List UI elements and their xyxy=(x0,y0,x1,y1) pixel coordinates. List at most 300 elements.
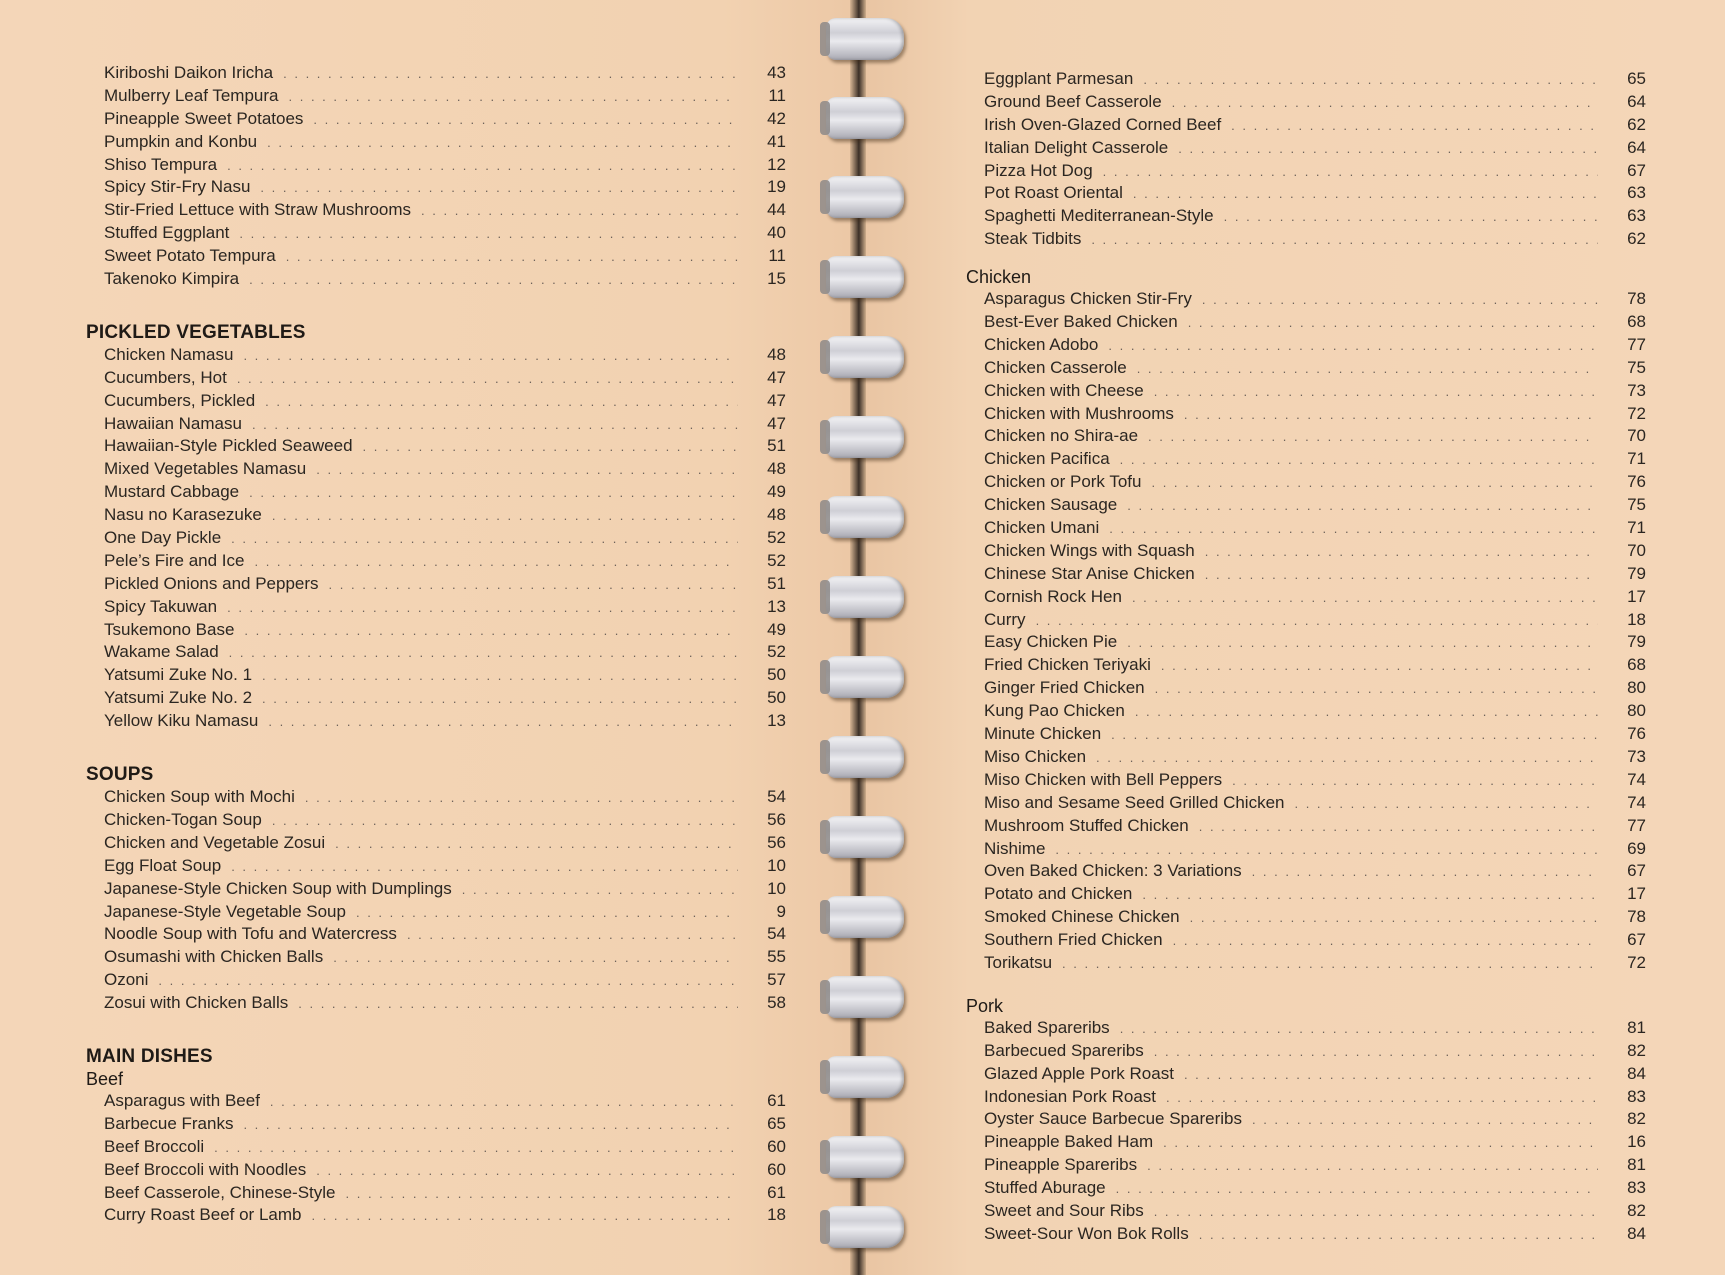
dot-leader xyxy=(1154,1041,1598,1064)
recipe-title: Mustard Cabbage xyxy=(104,482,240,502)
page-number: 61 xyxy=(767,1182,786,1202)
recipe-title: Chicken Umani xyxy=(984,518,1100,538)
page-number: 79 xyxy=(1627,632,1646,652)
page-number: 65 xyxy=(767,1113,786,1133)
binding-ring xyxy=(826,896,904,938)
page-number: 76 xyxy=(1627,724,1646,744)
index-entry xyxy=(966,448,1646,471)
index-entry xyxy=(966,677,1646,700)
recipe-title: Italian Delight Casserole xyxy=(984,137,1169,157)
index-entry xyxy=(966,137,1646,160)
entry-list xyxy=(966,68,1646,251)
index-entry xyxy=(966,540,1646,563)
dot-leader xyxy=(421,200,738,223)
index-entry xyxy=(966,205,1646,228)
dot-leader xyxy=(1148,426,1598,449)
page-number: 15 xyxy=(767,269,786,289)
dot-leader xyxy=(1252,861,1598,884)
recipe-title: Curry Roast Beef or Lamb xyxy=(104,1205,302,1225)
index-entry xyxy=(86,344,786,367)
recipe-title: Pickled Onions and Peppers xyxy=(104,573,319,593)
page-number: 63 xyxy=(1627,206,1646,226)
dot-leader xyxy=(272,810,738,833)
recipe-title: Yellow Kiku Namasu xyxy=(104,711,259,731)
pickled-vegetables-section xyxy=(86,321,786,733)
index-entry xyxy=(86,596,786,619)
page-number: 13 xyxy=(767,596,786,616)
index-entry xyxy=(966,586,1646,609)
binding-ring xyxy=(826,97,904,139)
page-number: 79 xyxy=(1627,563,1646,583)
index-entry xyxy=(86,131,786,154)
recipe-title: Shiso Tempura xyxy=(104,154,218,174)
page-number: 65 xyxy=(1627,69,1646,88)
index-entry xyxy=(966,403,1646,426)
recipe-title: Cucumbers, Pickled xyxy=(104,390,256,410)
dot-leader xyxy=(407,924,738,947)
page-number: 55 xyxy=(767,947,786,967)
page-number: 56 xyxy=(767,832,786,852)
page-number: 71 xyxy=(1627,449,1646,469)
page-number: 82 xyxy=(1627,1200,1646,1220)
entry-list xyxy=(86,344,786,733)
dot-leader xyxy=(305,787,738,810)
recipe-title: Chicken-Togan Soup xyxy=(104,809,262,829)
dot-leader xyxy=(1135,701,1598,724)
page-number: 67 xyxy=(1627,930,1646,950)
page-number: 81 xyxy=(1627,1017,1646,1037)
page-number: 70 xyxy=(1627,426,1646,446)
dot-leader xyxy=(1188,312,1598,335)
page-number: 78 xyxy=(1627,289,1646,309)
dot-leader xyxy=(1096,747,1598,770)
index-entry xyxy=(966,952,1646,975)
dot-leader xyxy=(311,1205,738,1228)
recipe-title: Oven Baked Chicken: 3 Variations xyxy=(984,861,1242,881)
recipe-title: Steak Tidbits xyxy=(984,229,1082,249)
dot-leader xyxy=(243,1114,738,1137)
page-number: 62 xyxy=(1627,114,1646,134)
recipe-title: Chinese Star Anise Chicken xyxy=(984,563,1195,583)
index-entry xyxy=(86,550,786,573)
page-number: 51 xyxy=(767,436,786,456)
recipe-title: Ginger Fried Chicken xyxy=(984,678,1145,698)
page-number: 74 xyxy=(1627,769,1646,789)
index-entry xyxy=(86,855,786,878)
recipe-title: Best-Ever Baked Chicken xyxy=(984,312,1178,332)
recipe-title: Hawaiian-Style Pickled Seaweed xyxy=(104,436,353,456)
dot-leader xyxy=(254,551,738,574)
index-entry xyxy=(966,883,1646,906)
right-index-column xyxy=(966,68,1646,1246)
index-entry xyxy=(86,504,786,527)
left-index-column xyxy=(86,62,786,1227)
dot-leader xyxy=(1199,816,1598,839)
dot-leader xyxy=(214,1137,738,1160)
index-entry xyxy=(86,481,786,504)
dot-leader xyxy=(1252,1109,1598,1132)
recipe-title: Chicken Namasu xyxy=(104,344,234,364)
index-entry xyxy=(966,906,1646,929)
recipe-title: Chicken no Shira-ae xyxy=(984,426,1139,446)
dot-leader xyxy=(316,1160,738,1183)
dot-leader xyxy=(1232,770,1598,793)
page-number: 12 xyxy=(767,154,786,174)
index-entry xyxy=(966,1108,1646,1131)
dot-leader xyxy=(268,711,738,734)
index-entry xyxy=(966,1223,1646,1246)
index-entry xyxy=(86,687,786,710)
recipe-title: Pineapple Spareribs xyxy=(984,1155,1138,1175)
recipe-title: Nishime xyxy=(984,838,1046,858)
page-number: 48 xyxy=(767,344,786,364)
index-entry xyxy=(86,1113,786,1136)
page-number: 9 xyxy=(776,901,786,921)
index-entry xyxy=(86,992,786,1015)
index-entry xyxy=(966,1086,1646,1109)
index-entry xyxy=(86,245,786,268)
page-number: 68 xyxy=(1627,312,1646,332)
page-number: 54 xyxy=(767,924,786,944)
page-number: 72 xyxy=(1627,952,1646,972)
dot-leader xyxy=(298,993,738,1016)
page-number: 51 xyxy=(767,573,786,593)
dot-leader xyxy=(1062,953,1598,976)
dot-leader xyxy=(356,902,738,925)
recipe-title: Smoked Chinese Chicken xyxy=(984,907,1180,927)
dot-leader xyxy=(1127,632,1598,655)
recipe-title: Chicken and Vegetable Zosui xyxy=(104,832,326,852)
dot-leader xyxy=(1111,724,1598,747)
index-entry xyxy=(86,664,786,687)
index-entry xyxy=(966,334,1646,357)
index-entry xyxy=(966,68,1646,91)
page-number: 17 xyxy=(1627,586,1646,606)
recipe-title: Chicken Adobo xyxy=(984,334,1099,354)
index-entry xyxy=(966,517,1646,540)
dot-leader xyxy=(262,665,738,688)
page-number: 16 xyxy=(1627,1132,1646,1152)
pork-section xyxy=(966,995,1646,1246)
dot-leader xyxy=(1154,381,1598,404)
recipe-title: Sweet Potato Tempura xyxy=(104,246,276,266)
page-number: 80 xyxy=(1627,701,1646,721)
dot-leader xyxy=(231,528,738,551)
page-number: 83 xyxy=(1627,1086,1646,1106)
dot-leader xyxy=(1190,907,1598,930)
index-entry xyxy=(86,1204,786,1227)
page-number: 81 xyxy=(1627,1155,1646,1175)
index-entry xyxy=(86,619,786,642)
dot-leader xyxy=(1172,92,1598,115)
index-entry xyxy=(966,1063,1646,1086)
page-number: 48 xyxy=(767,459,786,479)
page-number: 78 xyxy=(1627,907,1646,927)
binding-ring xyxy=(826,816,904,858)
recipe-title: Spaghetti Mediterranean-Style xyxy=(984,206,1214,226)
page-number: 61 xyxy=(767,1090,786,1110)
dot-leader xyxy=(1133,183,1598,206)
recipe-title: Minute Chicken xyxy=(984,724,1102,744)
dot-leader xyxy=(227,155,738,178)
page-number: 18 xyxy=(767,1205,786,1225)
dot-leader xyxy=(267,132,738,155)
page-number: 50 xyxy=(767,688,786,708)
page-number: 77 xyxy=(1627,334,1646,354)
page-number: 11 xyxy=(768,85,786,105)
dot-leader xyxy=(1132,587,1598,610)
page-number: 60 xyxy=(767,1159,786,1179)
dot-leader xyxy=(1143,69,1598,92)
recipe-title: Tsukemono Base xyxy=(104,619,235,639)
page-number: 50 xyxy=(767,665,786,685)
page-number: 84 xyxy=(1627,1223,1646,1243)
entry-list xyxy=(86,1090,786,1227)
subsection-heading: Pork xyxy=(966,995,1004,1016)
index-entry xyxy=(86,878,786,901)
recipe-title: Pumpkin and Konbu xyxy=(104,131,258,151)
section-heading: SOUPS xyxy=(86,764,154,786)
index-entry xyxy=(966,114,1646,137)
dot-leader xyxy=(227,597,738,620)
page-number: 49 xyxy=(767,619,786,639)
entry-list xyxy=(966,288,1646,975)
page-number: 19 xyxy=(767,177,786,197)
dot-leader xyxy=(1137,358,1598,381)
binding-ring xyxy=(826,256,904,298)
dot-leader xyxy=(1161,655,1598,678)
index-entry xyxy=(966,1154,1646,1177)
entry-list xyxy=(86,786,786,1015)
recipe-title: Yatsumi Zuke No. 1 xyxy=(104,665,253,685)
page-number: 52 xyxy=(767,528,786,548)
page-number: 47 xyxy=(767,367,786,387)
subsection-heading: Chicken xyxy=(966,267,1032,288)
page-number: 10 xyxy=(767,855,786,875)
page-number: 83 xyxy=(1627,1178,1646,1198)
dot-leader xyxy=(158,970,738,993)
recipe-title: Miso Chicken with Bell Peppers xyxy=(984,769,1223,789)
recipe-title: Miso and Sesame Seed Grilled Chicken xyxy=(984,792,1285,812)
index-entry xyxy=(966,563,1646,586)
dot-leader xyxy=(1091,229,1598,252)
beef-continued-section xyxy=(966,68,1646,251)
recipe-title: Chicken Sausage xyxy=(984,495,1118,515)
index-entry xyxy=(966,769,1646,792)
page-number: 56 xyxy=(767,809,786,829)
recipe-title: Takenoko Kimpira xyxy=(104,269,240,289)
index-entry xyxy=(966,860,1646,883)
binding-ring xyxy=(826,976,904,1018)
index-entry xyxy=(966,792,1646,815)
page-number: 75 xyxy=(1627,495,1646,515)
index-entry xyxy=(86,1136,786,1159)
recipe-title: Asparagus Chicken Stir-Fry xyxy=(984,289,1192,309)
dot-leader xyxy=(316,459,738,482)
index-entry xyxy=(966,160,1646,183)
binding-ring xyxy=(826,18,904,60)
index-entry xyxy=(86,710,786,733)
recipe-title: Torikatsu xyxy=(984,952,1053,972)
page-number: 47 xyxy=(767,413,786,433)
page-number: 11 xyxy=(768,246,786,266)
page-number: 73 xyxy=(1627,380,1646,400)
page-number: 54 xyxy=(767,787,786,807)
index-entry xyxy=(966,838,1646,861)
subsection-heading: Beef xyxy=(86,1068,124,1089)
page-number: 68 xyxy=(1627,655,1646,675)
dot-leader xyxy=(1120,449,1598,472)
recipe-title: Pele’s Fire and Ice xyxy=(104,550,245,570)
dot-leader xyxy=(1154,1201,1598,1224)
index-entry xyxy=(966,91,1646,114)
dot-leader xyxy=(270,1091,738,1114)
recipe-title: Spicy Takuwan xyxy=(104,596,218,616)
dot-leader xyxy=(244,620,738,643)
dot-leader xyxy=(1055,839,1598,862)
recipe-title: Oyster Sauce Barbecue Spareribs xyxy=(984,1109,1242,1129)
recipe-title: Pineapple Baked Ham xyxy=(984,1132,1154,1152)
index-entry xyxy=(86,199,786,222)
recipe-title: Sweet-Sour Won Bok Rolls xyxy=(984,1223,1189,1243)
index-entry xyxy=(86,786,786,809)
recipe-title: Barbecue Franks xyxy=(104,1113,234,1133)
index-entry xyxy=(966,609,1646,632)
index-entry xyxy=(86,573,786,596)
page-number: 18 xyxy=(1627,609,1646,629)
page-number: 40 xyxy=(767,223,786,243)
index-entry xyxy=(86,1159,786,1182)
index-entry xyxy=(86,946,786,969)
index-entry xyxy=(966,182,1646,205)
page-number: 69 xyxy=(1627,838,1646,858)
binding-ring xyxy=(826,176,904,218)
page-number: 62 xyxy=(1627,229,1646,249)
index-entry xyxy=(86,435,786,458)
page-number: 67 xyxy=(1627,861,1646,881)
index-entry xyxy=(966,1177,1646,1200)
recipe-title: Potato and Chicken xyxy=(984,884,1133,904)
recipe-title: Kiriboshi Daikon Iricha xyxy=(104,63,274,82)
recipe-title: Miso Chicken xyxy=(984,746,1087,766)
index-entry xyxy=(966,815,1646,838)
dot-leader xyxy=(1127,495,1598,518)
dot-leader xyxy=(1184,404,1598,427)
recipe-title: Stuffed Aburage xyxy=(984,1178,1106,1198)
binding-ring xyxy=(826,576,904,618)
page-number: 43 xyxy=(767,63,786,82)
index-entry xyxy=(86,367,786,390)
recipe-title: Beef Casserole, Chinese-Style xyxy=(104,1182,336,1202)
index-entry xyxy=(86,458,786,481)
page-number: 41 xyxy=(767,131,786,151)
recipe-title: Chicken Casserole xyxy=(984,357,1127,377)
dot-leader xyxy=(262,688,738,711)
dot-leader xyxy=(286,246,738,269)
dot-leader xyxy=(313,109,738,132)
recipe-title: One Day Pickle xyxy=(104,528,222,548)
page-number: 10 xyxy=(767,878,786,898)
vegetables-continued-section xyxy=(86,62,786,291)
binding-ring xyxy=(826,656,904,698)
dot-leader xyxy=(1109,518,1598,541)
recipe-title: Nasu no Karasezuke xyxy=(104,505,262,525)
index-entry xyxy=(966,631,1646,654)
recipe-title: Ozoni xyxy=(104,970,149,990)
dot-leader xyxy=(1120,1018,1598,1041)
binding-ring xyxy=(826,1206,904,1248)
page-number: 13 xyxy=(767,711,786,731)
recipe-title: Sweet and Sour Ribs xyxy=(984,1200,1144,1220)
page-number: 48 xyxy=(767,505,786,525)
dot-leader xyxy=(1142,884,1598,907)
recipe-title: Eggplant Parmesan xyxy=(984,69,1134,88)
binding-ring xyxy=(826,336,904,378)
index-entry xyxy=(86,222,786,245)
entry-list xyxy=(86,62,786,291)
dot-leader xyxy=(249,269,738,292)
recipe-title: Yatsumi Zuke No. 2 xyxy=(104,688,253,708)
binding-ring xyxy=(826,1136,904,1178)
index-entry xyxy=(966,1200,1646,1223)
binding-ring xyxy=(826,416,904,458)
section-heading: PICKLED VEGETABLES xyxy=(86,321,306,343)
dot-leader xyxy=(1147,1155,1598,1178)
index-entry xyxy=(86,390,786,413)
recipe-title: Chicken Pacifica xyxy=(984,449,1110,469)
index-entry xyxy=(966,311,1646,334)
dot-leader xyxy=(249,482,738,505)
dot-leader xyxy=(1184,1064,1598,1087)
recipe-title: Fried Chicken Teriyaki xyxy=(984,655,1151,675)
dot-leader xyxy=(1151,472,1598,495)
dot-leader xyxy=(1202,289,1598,312)
index-entry xyxy=(966,1131,1646,1154)
dot-leader xyxy=(1155,678,1598,701)
page-number: 64 xyxy=(1627,137,1646,157)
index-entry xyxy=(86,641,786,664)
recipe-title: Pot Roast Oriental xyxy=(984,183,1123,203)
recipe-title: Pineapple Sweet Potatoes xyxy=(104,108,304,128)
dot-leader xyxy=(260,177,738,200)
dot-leader xyxy=(229,642,738,665)
dot-leader xyxy=(1231,115,1598,138)
recipe-title: Chicken Soup with Mochi xyxy=(104,787,295,807)
recipe-title: Mushroom Stuffed Chicken xyxy=(984,815,1189,835)
recipe-title: Pizza Hot Dog xyxy=(984,160,1093,180)
index-entry xyxy=(86,527,786,550)
index-entry xyxy=(86,923,786,946)
page-number: 17 xyxy=(1627,884,1646,904)
entry-list xyxy=(966,1017,1646,1246)
binding-ring xyxy=(826,736,904,778)
dot-leader xyxy=(333,947,738,970)
binding-ring xyxy=(826,1056,904,1098)
dot-leader xyxy=(1178,138,1598,161)
page-number: 82 xyxy=(1627,1040,1646,1060)
dot-leader xyxy=(252,414,738,437)
recipe-title: Cornish Rock Hen xyxy=(984,586,1122,606)
recipe-title: Mulberry Leaf Tempura xyxy=(104,85,279,105)
recipe-title: Wakame Salad xyxy=(104,642,219,662)
page-number: 58 xyxy=(767,993,786,1013)
index-entry xyxy=(966,494,1646,517)
index-entry xyxy=(966,746,1646,769)
binding-ring xyxy=(826,496,904,538)
recipe-title: Irish Oven-Glazed Corned Beef xyxy=(984,114,1222,134)
index-entry xyxy=(86,832,786,855)
page-number: 60 xyxy=(767,1136,786,1156)
